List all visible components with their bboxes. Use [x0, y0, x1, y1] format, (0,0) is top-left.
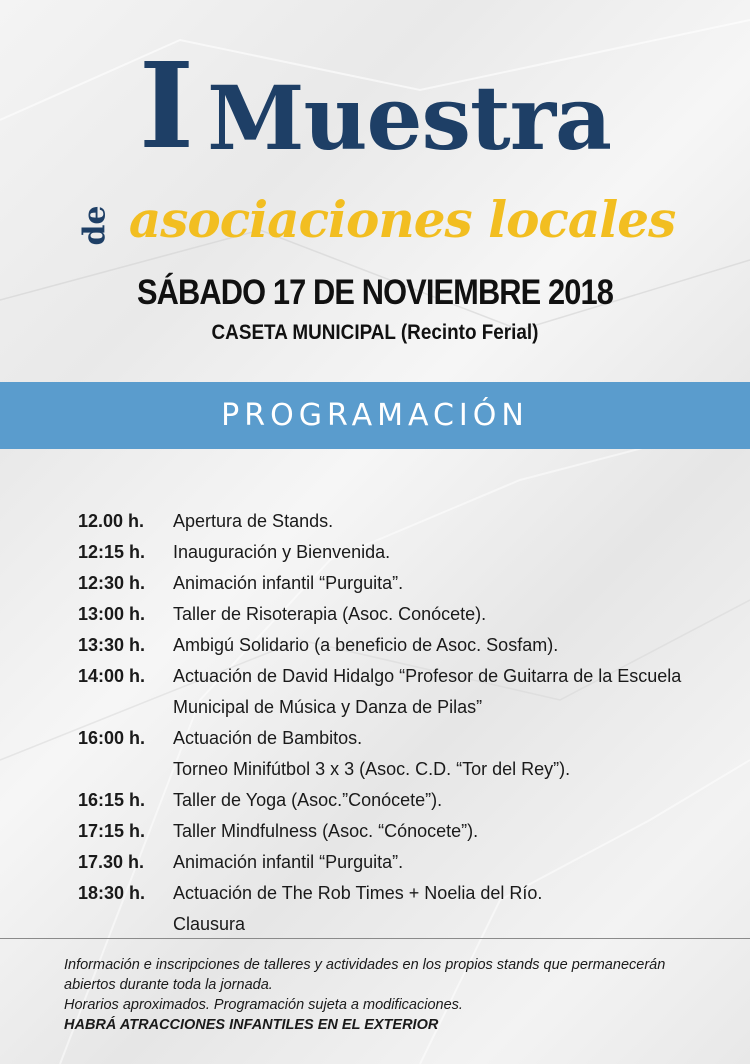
program-banner: [0, 382, 750, 449]
footer-notice: HABRÁ ATRACCIONES INFANTILES EN EL EXTERIOR: [64, 1017, 439, 1033]
schedule-item: [78, 909, 718, 940]
schedule-item: [78, 878, 718, 909]
program-banner-label: PROGRAMACIÓN: [221, 398, 529, 433]
schedule-item: [78, 630, 718, 661]
schedule-item: [78, 754, 718, 785]
footer-notes: [64, 955, 694, 1035]
schedule-item: [78, 568, 718, 599]
schedule-item: [78, 506, 718, 537]
event-venue: CASETA MUNICIPAL (Recinto Ferial): [211, 321, 539, 344]
schedule-item: [78, 785, 718, 816]
schedule-description: Torneo Minifútbol 3 x 3 (Asoc. C.D. “Tor del Rey”).: [173, 759, 571, 779]
event-date: SÁBADO 17 DE NOVIEMBRE 2018: [136, 273, 614, 312]
schedule-time: [78, 909, 173, 940]
schedule-item: [78, 599, 718, 630]
event-title: [0, 36, 750, 175]
schedule-time: 16:00 h.: [78, 728, 146, 748]
subtitle-associations: asociaciones locales: [128, 190, 676, 249]
schedule-description: Taller de Risoterapia (Asoc. Conócete).: [173, 604, 487, 624]
schedule-item: [78, 847, 718, 878]
footer-divider: [0, 938, 750, 939]
title-word: Muestra: [207, 66, 612, 171]
schedule-description: Actuación de David Hidalgo “Profesor de Guitarra de la Escuela Municipal de Música y Danza de Pilas”: [173, 666, 682, 717]
schedule-time: 18:30 h.: [78, 883, 146, 903]
schedule-description: Apertura de Stands.: [173, 511, 334, 531]
schedule-description: Animación infantil “Purguita”.: [173, 573, 404, 593]
schedule-description: Ambigú Solidario (a beneficio de Asoc. Sosfam).: [173, 635, 559, 655]
schedule-time: 16:15 h.: [78, 790, 146, 810]
schedule-description: Taller Mindfulness (Asoc. “Cónocete”).: [173, 821, 479, 841]
schedule-time: 12:15 h.: [78, 542, 146, 562]
title-roman-numeral: I: [138, 36, 194, 175]
schedule-time: 12.00 h.: [78, 511, 145, 531]
schedule-time: 12:30 h.: [78, 573, 146, 593]
schedule-time: [78, 754, 173, 785]
schedule-description: Taller de Yoga (Asoc.”Conócete”).: [173, 790, 443, 810]
event-subtitle: [0, 190, 750, 249]
schedule-time: 13:30 h.: [78, 635, 146, 655]
schedule-list: [78, 506, 718, 940]
schedule-description: Actuación de Bambitos.: [173, 728, 363, 748]
schedule-time: 17:15 h.: [78, 821, 146, 841]
schedule-item: [78, 661, 718, 723]
footer-note: Horarios aproximados. Programación sujeta a modificaciones.: [64, 997, 463, 1013]
schedule-item: [78, 816, 718, 847]
subtitle-preposition: de: [77, 205, 113, 246]
schedule-description: Clausura: [173, 914, 246, 934]
schedule-description: Animación infantil “Purguita”.: [173, 852, 404, 872]
schedule-time: 14:00 h.: [78, 666, 146, 686]
schedule-time: 17.30 h.: [78, 852, 145, 872]
schedule-description: Actuación de The Rob Times + Noelia del Río.: [173, 883, 543, 903]
schedule-item: [78, 537, 718, 568]
footer-info: Información e inscripciones de talleres y actividades en los propios stands que permanecerán abiertos durante toda la jornada.: [64, 957, 666, 993]
schedule-item: [78, 723, 718, 754]
schedule-description: Inauguración y Bienvenida.: [173, 542, 391, 562]
schedule-time: 13:00 h.: [78, 604, 146, 624]
